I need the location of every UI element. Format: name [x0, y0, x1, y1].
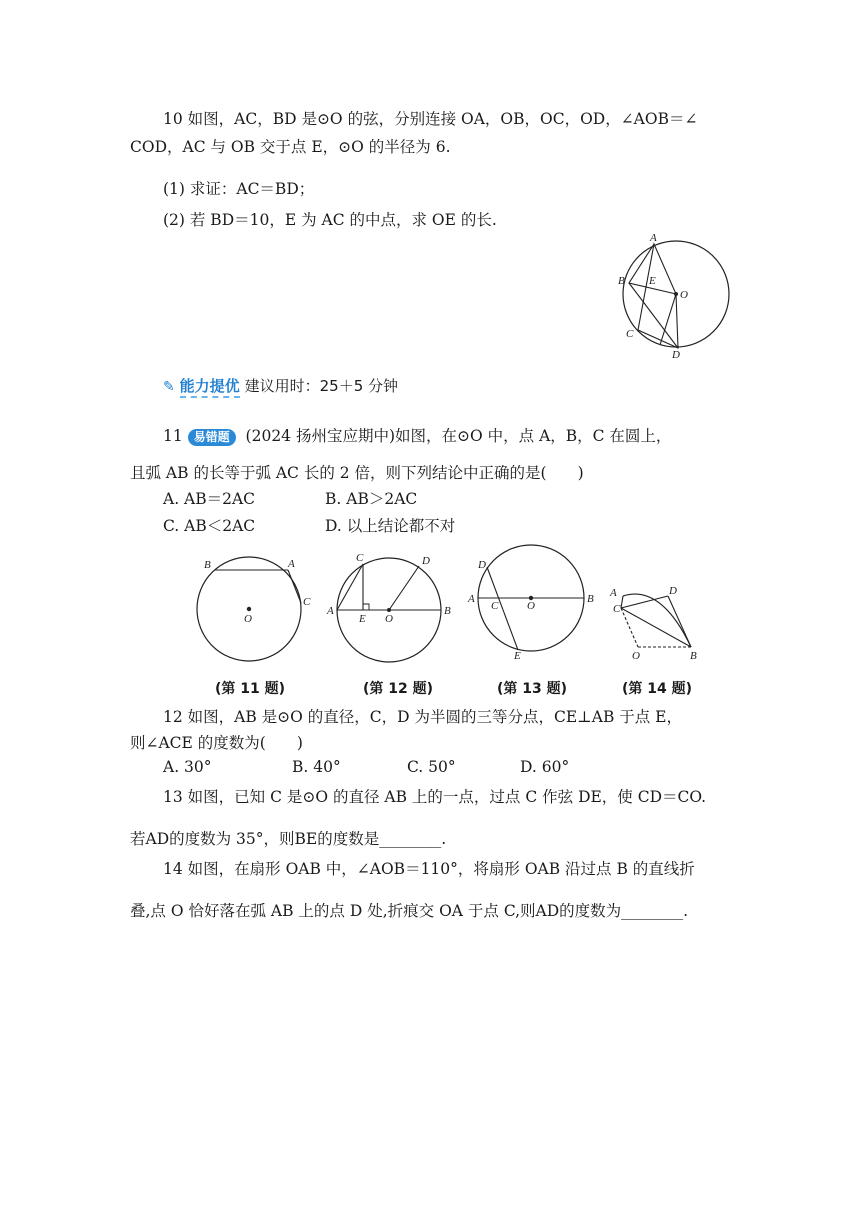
fig10-label-o: O	[680, 289, 688, 301]
fig11-caption: (第 11 题)	[215, 681, 286, 697]
error-prone-tag: 易错题	[188, 429, 236, 446]
fig11-label-b: B	[204, 559, 211, 571]
q11-line1	[163, 424, 671, 446]
fig12-caption: (第 12 题)	[363, 681, 434, 697]
q11-option-c: C. AB＜2AC	[163, 517, 256, 535]
q11-option-d: D. 以上结论都不对	[325, 517, 456, 535]
fig10-label-d: D	[672, 349, 680, 361]
q12-line1: 12 如图，AB 是⊙O 的直径，C，D 为半圆的三等分点，CE⊥AB 于点 E，	[163, 708, 683, 726]
fig10-label-c: C	[626, 328, 634, 340]
pen-icon: ✎	[163, 379, 175, 395]
q13-line1: 13 如图，已知 C 是⊙O 的直径 AB 上的一点，过点 C 作弦 DE，使 CD＝CO.	[163, 788, 707, 806]
q10-part2: (2) 若 BD＝10，E 为 AC 的中点，求 OE 的长.	[163, 211, 497, 229]
q10-line2: COD，AC 与 OB 交于点 E，⊙O 的半径为 6.	[130, 138, 451, 156]
fig14	[606, 582, 706, 664]
q14-line1: 14 如图，在扇形 OAB 中，∠AOB＝110°，将扇形 OAB 沿过点 B 的直线折	[163, 860, 695, 878]
fig14-label-d: D	[669, 585, 677, 597]
section-time: 建议用时：25＋5 分钟	[244, 377, 399, 395]
fig12-label-e: E	[359, 613, 366, 625]
q11-line2: 且弧 AB 的长等于弧 AC 长的 2 倍，则下列结论中正确的是( )	[130, 464, 584, 482]
fig10-label-e: E	[649, 275, 656, 287]
q12-option-d: D. 60°	[520, 758, 570, 776]
fig12-label-a: A	[327, 605, 334, 617]
fig10-label-b: B	[618, 275, 625, 287]
section-title: 能力提优	[180, 377, 240, 398]
fig14-label-o: O	[632, 650, 640, 662]
fig12-label-o: O	[385, 613, 393, 625]
q10-figure	[612, 230, 737, 362]
fig11	[192, 553, 317, 665]
q11-text1: (2024 扬州宝应期中)如图，在⊙O 中，点 A，B，C 在圆上，	[245, 427, 672, 445]
fig12-label-b: B	[444, 605, 451, 617]
q10-line1: 10 如图，AC，BD 是⊙O 的弦，分别连接 OA，OB，OC，OD，∠AOB＝∠	[163, 110, 698, 128]
q13-line2: 若AD的度数为 35°，则BE的度数是________.	[130, 830, 447, 848]
q10-part1: (1) 求证：AC＝BD；	[163, 180, 315, 198]
q14-line2: 叠,点 O 恰好落在弧 AB 上的点 D 处,折痕交 OA 于点 C,则AD的度数为________.	[130, 902, 689, 920]
fig13-caption: (第 13 题)	[497, 681, 568, 697]
q12-option-b: B. 40°	[292, 758, 341, 776]
fig13-label-a: A	[468, 593, 475, 605]
q11-option-b: B. AB＞2AC	[325, 490, 418, 508]
fig14-caption: (第 14 题)	[622, 681, 693, 697]
fig12-label-c: C	[356, 552, 364, 564]
fig13-label-e: E	[514, 650, 521, 662]
fig11-label-c: C	[303, 596, 311, 608]
fig13	[463, 540, 603, 665]
fig14-label-a: A	[610, 587, 617, 599]
fig11-label-a: A	[288, 558, 295, 570]
q11-option-a: A. AB＝2AC	[163, 490, 256, 508]
q12-option-c: C. 50°	[407, 758, 456, 776]
fig10-label-a: A	[650, 232, 657, 244]
fig13-label-b: B	[587, 593, 594, 605]
q11-number: 11	[163, 427, 183, 445]
fig13-label-o: O	[527, 600, 535, 612]
q12-option-a: A. 30°	[163, 758, 212, 776]
section-header	[163, 375, 398, 396]
fig11-label-o: O	[244, 613, 252, 625]
q12-line2: 则∠ACE 的度数为( )	[130, 734, 303, 752]
fig13-label-d: D	[478, 559, 486, 571]
fig14-label-c: C	[613, 603, 621, 615]
fig13-label-c: C	[491, 600, 499, 612]
fig14-label-b: B	[690, 650, 697, 662]
fig12-label-d: D	[422, 555, 430, 567]
fig12	[326, 550, 456, 668]
